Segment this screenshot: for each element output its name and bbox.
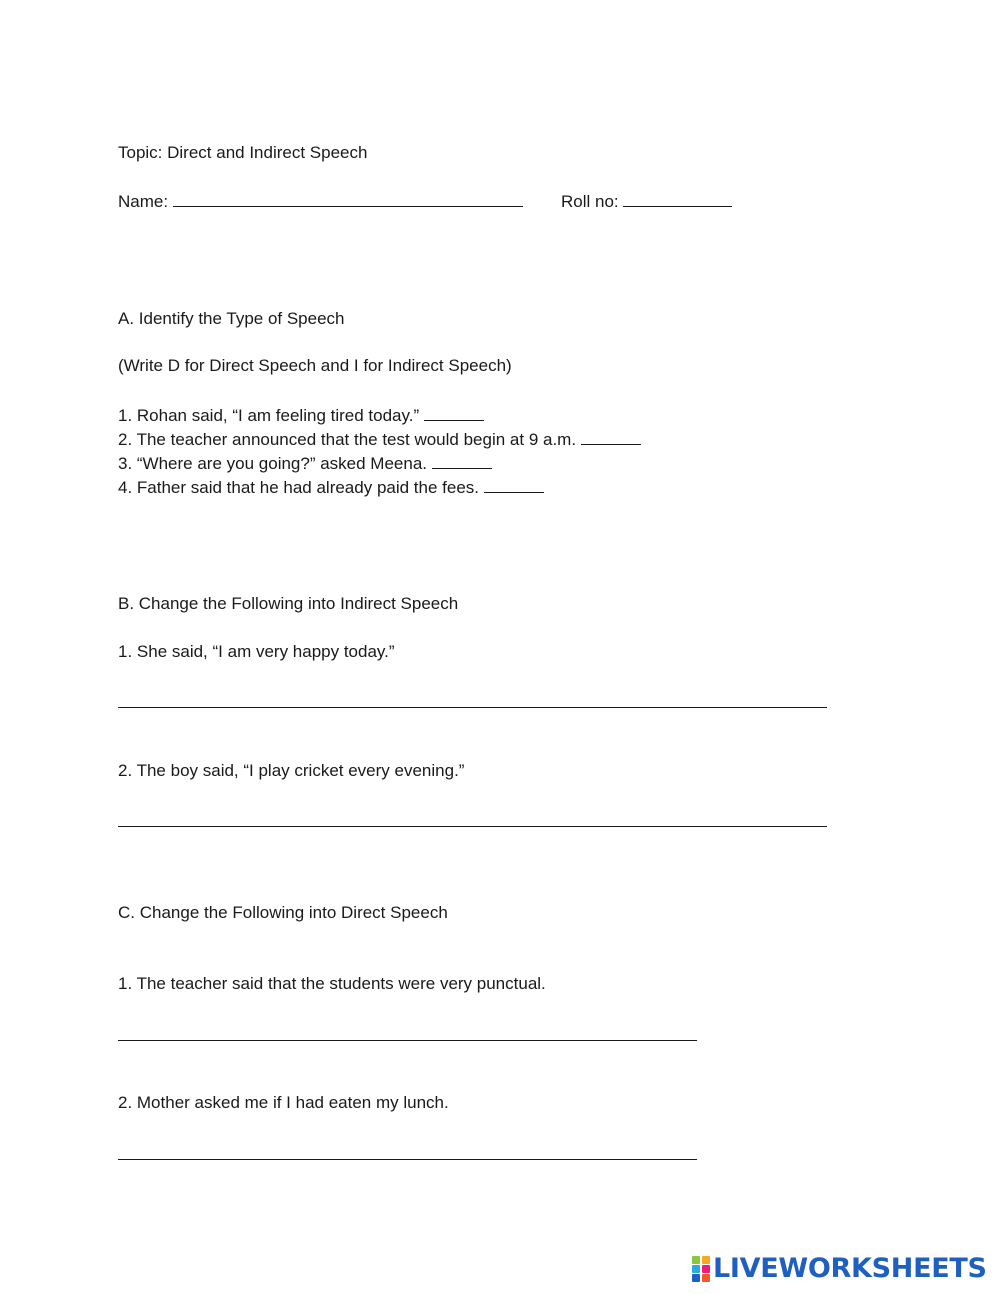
roll-field[interactable] <box>623 190 732 207</box>
question-text: 4. Father said that he had already paid the fees. <box>118 478 480 497</box>
name-row <box>118 190 523 212</box>
name-field[interactable] <box>173 190 523 207</box>
roll-row <box>561 190 732 212</box>
question-text: 2. The teacher announced that the test would begin at 9 a.m. <box>118 430 577 449</box>
section-b-item: 2. The boy said, “I play cricket every evening.” <box>118 761 465 780</box>
answer-blank[interactable] <box>432 452 492 469</box>
section-b-item: 1. She said, “I am very happy today.” <box>118 642 395 661</box>
answer-blank[interactable] <box>424 404 484 421</box>
section-c-item: 1. The teacher said that the students were very punctual. <box>118 974 546 993</box>
answer-blank[interactable] <box>484 476 544 493</box>
section-c-item: 2. Mother asked me if I had eaten my lunch. <box>118 1093 449 1112</box>
section-a-instruction: (Write D for Direct Speech and I for Indirect Speech) <box>118 356 512 375</box>
section-a-item <box>118 452 492 474</box>
answer-line[interactable] <box>118 1040 697 1041</box>
section-c-title: C. Change the Following into Direct Speech <box>118 903 448 922</box>
name-label: Name: <box>118 192 169 211</box>
answer-line[interactable] <box>118 1159 697 1160</box>
section-a-item <box>118 404 484 426</box>
answer-line[interactable] <box>118 707 827 708</box>
section-a-item <box>118 476 544 498</box>
answer-line[interactable] <box>118 826 827 827</box>
section-b-title: B. Change the Following into Indirect Speech <box>118 594 459 613</box>
answer-blank[interactable] <box>581 428 641 445</box>
roll-label: Roll no: <box>561 192 619 211</box>
question-text: 1. Rohan said, “I am feeling tired today.” <box>118 406 420 425</box>
section-a-item <box>118 428 641 450</box>
logo-text: LIVEWORKSHEETS <box>713 1253 987 1284</box>
topic-title: Topic: Direct and Indirect Speech <box>118 143 368 162</box>
logo-blocks-icon <box>692 1256 710 1282</box>
liveworksheets-logo <box>692 1254 987 1284</box>
section-a-title: A. Identify the Type of Speech <box>118 309 345 328</box>
question-text: 3. “Where are you going?” asked Meena. <box>118 454 428 473</box>
